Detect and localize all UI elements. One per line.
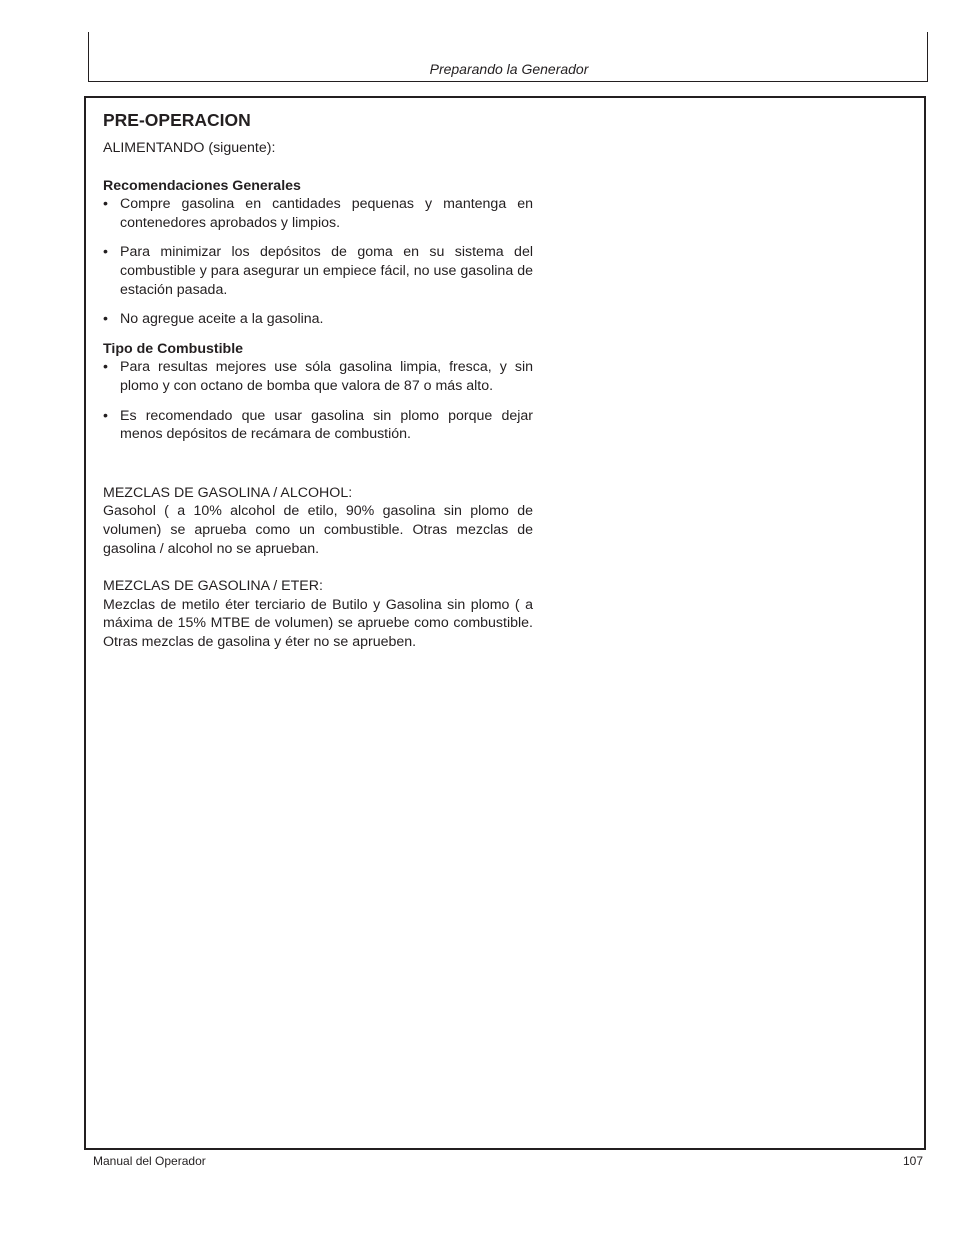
page-number: 107	[902, 1154, 923, 1168]
header-frame	[88, 32, 928, 82]
header-title: Preparando la Generador	[429, 61, 589, 77]
text-column	[103, 109, 533, 651]
content-frame	[84, 96, 926, 1150]
bullet-icon: •	[103, 311, 108, 328]
alcohol-text: Gasohol ( a 10% alcohol de etilo, 90% gasolina sin plomo de volumen) se aprueba como un combustible. Otras mezclas de gasolina / alcohol no se aprueban.	[103, 503, 533, 557]
alcohol-heading: MEZCLAS DE GASOLINA / ALCOHOL:	[103, 484, 353, 501]
list-item	[103, 358, 533, 395]
list-item-text: Para resultas mejores use sóla gasolina limpia, fresca, y sin plomo y con octano de bomba que valora de 87 o más alto.	[120, 359, 533, 394]
footer-manual-name: Manual del Operador	[93, 1154, 206, 1168]
ether-heading: MEZCLAS DE GASOLINA / ETER:	[103, 578, 323, 595]
bullet-icon: •	[103, 244, 108, 261]
bullet-icon: •	[103, 407, 108, 424]
list-item	[103, 243, 533, 299]
list-item	[103, 195, 533, 232]
list-item-text: Para minimizar los depósitos de goma en su sistema del combustible y para asegurar un empiece fácil, no use gasolina de estación pasada.	[120, 244, 533, 298]
intro-text: ALIMENTANDO (siguente):	[103, 140, 276, 156]
fuel-type-list	[103, 358, 533, 443]
list-item	[103, 407, 533, 444]
bullet-icon: •	[103, 359, 108, 376]
list-item-text: No agregue aceite a la gasolina.	[120, 311, 324, 328]
fuel-type-heading: Tipo de Combustible	[103, 340, 244, 357]
list-item-text: Es recomendado que usar gasolina sin plomo porque dejar menos depósitos de recámara de combustión.	[120, 407, 533, 443]
general-heading: Recomendaciones Generales	[103, 177, 301, 194]
spacer	[103, 558, 533, 577]
spacer	[103, 158, 533, 177]
section-title: PRE-OPERACION	[103, 110, 251, 130]
bullet-icon: •	[103, 196, 108, 213]
list-item	[103, 310, 533, 329]
general-list	[103, 195, 533, 329]
ether-text: Mezclas de metilo éter terciario de Butilo y Gasolina sin plomo ( a máxima de 15% MTBE de volumen) se apruebe como combustible. Otras mezclas de gasolina y éter no se aprueben.	[103, 596, 533, 650]
list-item-text: Compre gasolina en cantidades pequenas y mantenga en contenedores aprobados y limpios.	[120, 196, 533, 231]
spacer	[103, 455, 533, 484]
